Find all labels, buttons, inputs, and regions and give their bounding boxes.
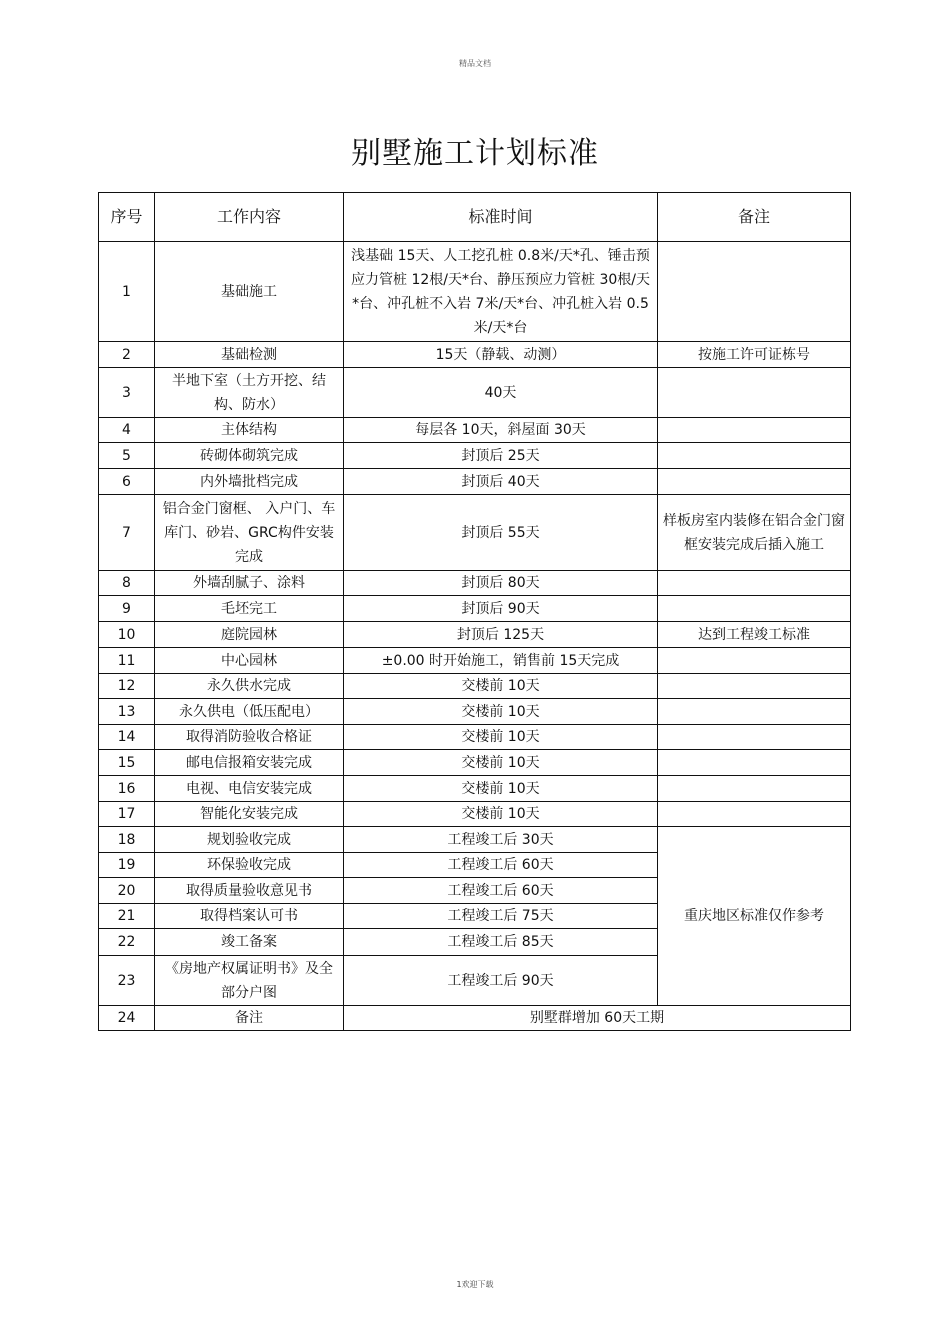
row-time: 别墅群增加 60天工期 (344, 1006, 851, 1031)
row-time: 封顶后 40天 (344, 469, 658, 495)
row-time: 工程竣工后 75天 (344, 904, 658, 929)
row-no: 10 (99, 622, 155, 648)
table-row (99, 368, 851, 418)
row-note: 达到工程竣工标准 (658, 622, 851, 648)
merged-note-cell (658, 827, 851, 1006)
schedule-table (98, 192, 851, 1031)
row-work: 内外墙批档完成 (155, 469, 344, 495)
row-no: 13 (99, 699, 155, 725)
row-work: 规划验收完成 (155, 827, 344, 853)
merged-note-text: 重庆地区标准仅作参考 (684, 908, 824, 924)
table-row (99, 418, 851, 443)
row-time: 交楼前 10天 (344, 674, 658, 699)
row-no: 8 (99, 571, 155, 596)
row-work: 环保验收完成 (155, 853, 344, 878)
table-row (99, 750, 851, 776)
table-row (99, 827, 851, 853)
row-work: 半地下室（土方开挖、结构、防水） (155, 368, 344, 418)
row-time: 15天（静载、动测） (344, 342, 658, 368)
row-no: 6 (99, 469, 155, 495)
row-work: 庭院园林 (155, 622, 344, 648)
row-note (658, 368, 851, 418)
row-time: 封顶后 125天 (344, 622, 658, 648)
table-row (99, 495, 851, 571)
row-no: 12 (99, 674, 155, 699)
row-note (658, 242, 851, 342)
row-no: 17 (99, 802, 155, 827)
row-work: 毛坯完工 (155, 596, 344, 622)
row-work: 取得质量验收意见书 (155, 878, 344, 904)
row-no: 24 (99, 1006, 155, 1031)
row-note (658, 776, 851, 802)
table-row (99, 776, 851, 802)
row-work: 竣工备案 (155, 929, 344, 956)
row-work: 基础检测 (155, 342, 344, 368)
row-time: 每层各 10天，斜屋面 30天 (344, 418, 658, 443)
row-time: ±0.00 时开始施工，销售前 15天完成 (344, 648, 658, 674)
row-no: 22 (99, 929, 155, 956)
table-row (99, 648, 851, 674)
row-work: 邮电信报箱安装完成 (155, 750, 344, 776)
table-row (99, 571, 851, 596)
table-row (99, 596, 851, 622)
table-row (99, 802, 851, 827)
row-time: 交楼前 10天 (344, 699, 658, 725)
header-cell-time: 标准时间 (344, 193, 658, 242)
row-time: 封顶后 25天 (344, 443, 658, 469)
row-no: 11 (99, 648, 155, 674)
row-note (658, 596, 851, 622)
table-row (99, 622, 851, 648)
header-cell-note: 备注 (658, 193, 851, 242)
row-time: 封顶后 80天 (344, 571, 658, 596)
row-time: 工程竣工后 90天 (344, 956, 658, 1006)
row-work: 取得消防验收合格证 (155, 725, 344, 750)
footer-note: 1欢迎下载 (456, 1280, 494, 1289)
row-work: 主体结构 (155, 418, 344, 443)
row-work: 基础施工 (155, 242, 344, 342)
row-no: 9 (99, 596, 155, 622)
row-no: 21 (99, 904, 155, 929)
row-time: 交楼前 10天 (344, 802, 658, 827)
row-time: 40天 (344, 368, 658, 418)
row-work: 备注 (155, 1006, 344, 1031)
table-row (99, 342, 851, 368)
row-note (658, 674, 851, 699)
row-no: 18 (99, 827, 155, 853)
document-title: 别墅施工计划标准 (351, 136, 599, 171)
row-no: 7 (99, 495, 155, 571)
row-time: 工程竣工后 60天 (344, 878, 658, 904)
row-time: 工程竣工后 60天 (344, 853, 658, 878)
table-row (99, 443, 851, 469)
row-no: 1 (99, 242, 155, 342)
row-time: 交楼前 10天 (344, 750, 658, 776)
row-no: 16 (99, 776, 155, 802)
row-note (658, 725, 851, 750)
row-note (658, 418, 851, 443)
table-row (99, 699, 851, 725)
row-no: 20 (99, 878, 155, 904)
row-no: 4 (99, 418, 155, 443)
row-note (658, 802, 851, 827)
row-time: 封顶后 55天 (344, 495, 658, 571)
row-no: 14 (99, 725, 155, 750)
row-work: 外墙刮腻子、涂料 (155, 571, 344, 596)
row-note (658, 469, 851, 495)
row-note (658, 648, 851, 674)
header-cell-work: 工作内容 (155, 193, 344, 242)
table-row (99, 674, 851, 699)
row-time: 交楼前 10天 (344, 776, 658, 802)
row-note: 样板房室内装修在铝合金门窗框安装完成后插入施工 (658, 495, 851, 571)
row-time: 工程竣工后 30天 (344, 827, 658, 853)
row-note (658, 571, 851, 596)
row-work: 《房地产权属证明书》及全部分户图 (155, 956, 344, 1006)
row-work: 铝合金门窗框、 入户门、车库门、砂岩、GRC构件安装完成 (155, 495, 344, 571)
row-work: 取得档案认可书 (155, 904, 344, 929)
row-time: 交楼前 10天 (344, 725, 658, 750)
row-note (658, 443, 851, 469)
row-no: 19 (99, 853, 155, 878)
row-work: 电视、电信安装完成 (155, 776, 344, 802)
row-no: 2 (99, 342, 155, 368)
row-time: 封顶后 90天 (344, 596, 658, 622)
row-no: 3 (99, 368, 155, 418)
row-time: 浅基础 15天、人工挖孔桩 0.8米/天*孔、锤击预应力管桩 12根/天*台、静压预应力管桩 30根/天*台、冲孔桩不入岩 7米/天*台、冲孔桩入岩 0.5米/天*台 (344, 242, 658, 342)
header-cell-no: 序号 (99, 193, 155, 242)
row-work: 中心园林 (155, 648, 344, 674)
row-work: 智能化安装完成 (155, 802, 344, 827)
table-row (99, 1006, 851, 1031)
row-no: 5 (99, 443, 155, 469)
row-work: 砖砌体砌筑完成 (155, 443, 344, 469)
table-row (99, 725, 851, 750)
table-row (99, 469, 851, 495)
row-note: 按施工许可证栋号 (658, 342, 851, 368)
header-note: 精品文档 (459, 59, 491, 68)
row-no: 15 (99, 750, 155, 776)
row-note (658, 750, 851, 776)
row-work: 永久供水完成 (155, 674, 344, 699)
row-time: 工程竣工后 85天 (344, 929, 658, 956)
table-header-row (99, 193, 851, 242)
row-no: 23 (99, 956, 155, 1006)
row-note (658, 699, 851, 725)
table-row (99, 242, 851, 342)
row-work: 永久供电（低压配电） (155, 699, 344, 725)
